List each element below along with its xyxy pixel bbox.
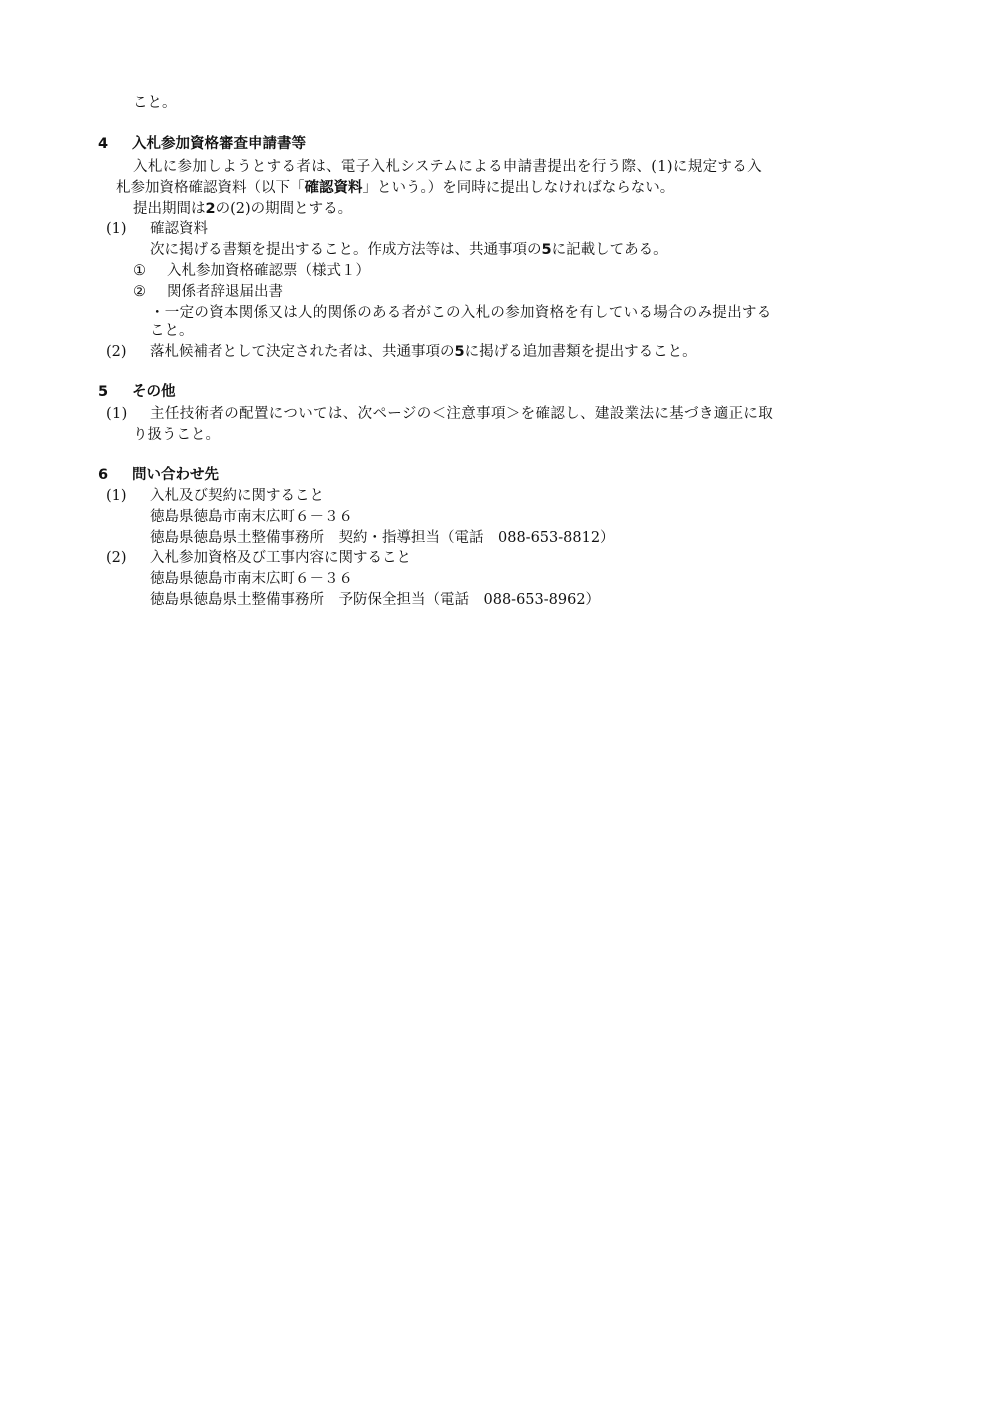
bold-number: 2 (205, 201, 216, 217)
section-4-item-1-child-1 (133, 261, 370, 282)
section-5-item-1 (106, 404, 773, 425)
item-number: (1) (106, 221, 127, 237)
item-number: (1) (106, 488, 127, 504)
section-4-item-2 (106, 342, 697, 363)
section-4-item-1-child-2-note-1: ・一定の資本関係又は人的関係のある者がこの入札の参加資格を有している場合のみ提出する (150, 305, 772, 321)
item-number: (1) (106, 406, 128, 422)
text-run: 」という。）を同時に提出しなければならない。 (362, 180, 675, 196)
child-text: 入札参加資格確認票（様式１） (167, 263, 370, 279)
item-number: (2) (106, 344, 127, 360)
section-4-item-1 (106, 219, 208, 240)
section-4-item-1-child-2 (133, 282, 283, 303)
bold-number: 5 (541, 242, 552, 258)
section-4-paragraph-1a: 入札に参加しようとする者は、電子入札システムによる申請書提出を行う際、(1)に規定する入 (133, 159, 762, 175)
text-run: 提出期間は (133, 201, 206, 217)
section-5-heading (98, 382, 176, 403)
section-4-item-1-text (150, 240, 668, 261)
section-4-heading (98, 134, 306, 155)
child-text: 関係者辞退届出書 (167, 284, 283, 300)
section-5-title: その他 (132, 384, 176, 400)
text-run: 札参加資格確認資料（以下「 (116, 180, 305, 196)
section-4-title: 入札参加資格審査申請書等 (132, 136, 306, 152)
text-run: に記載してある。 (551, 242, 668, 258)
text-run: 落札候補者として決定された者は、共通事項の (150, 344, 455, 360)
text-run: の(2)の期間とする。 (215, 201, 353, 217)
section-6-item-1-address: 徳島県徳島市南末広町６－３６ (150, 509, 353, 525)
child-number: ① (133, 263, 146, 279)
section-5-item-1-cont: り扱うこと。 (133, 427, 220, 443)
item-title: 入札及び契約に関すること (150, 488, 324, 504)
section-6-title: 問い合わせ先 (132, 467, 219, 483)
section-6-heading (98, 465, 219, 486)
continuation-text: こと。 (133, 95, 177, 111)
section-6-item-1 (106, 486, 324, 507)
section-6-item-2-address: 徳島県徳島市南末広町６－３６ (150, 571, 353, 587)
item-number: (2) (106, 550, 127, 566)
section-4-number: 4 (98, 136, 109, 152)
section-6-item-1-office: 徳島県徳島県土整備事務所 契約・指導担当（電話 088-653-8812） (150, 530, 615, 546)
section-4-item-1-child-2-note-2: こと。 (150, 323, 194, 339)
bold-number: 5 (454, 344, 465, 360)
section-6-item-2 (106, 548, 411, 569)
child-number: ② (133, 284, 146, 300)
section-5-number: 5 (98, 384, 109, 400)
section-4-paragraph-1b (116, 178, 674, 199)
text-run: 次に掲げる書類を提出すること。作成方法等は、共通事項の (150, 242, 542, 258)
section-4-paragraph-2 (133, 199, 352, 220)
bold-term: 確認資料 (304, 180, 363, 196)
section-6-item-2-office: 徳島県徳島県土整備事務所 予防保全担当（電話 088-653-8962） (150, 592, 601, 608)
item-title: 確認資料 (150, 221, 208, 237)
text-run: に掲げる追加書類を提出すること。 (464, 344, 697, 360)
item-title: 入札参加資格及び工事内容に関すること (150, 550, 411, 566)
section-6-number: 6 (98, 467, 109, 483)
text-run: 主任技術者の配置については、次ページの＜注意事項＞を確認し、建設業法に基づき適正に取 (150, 406, 774, 422)
